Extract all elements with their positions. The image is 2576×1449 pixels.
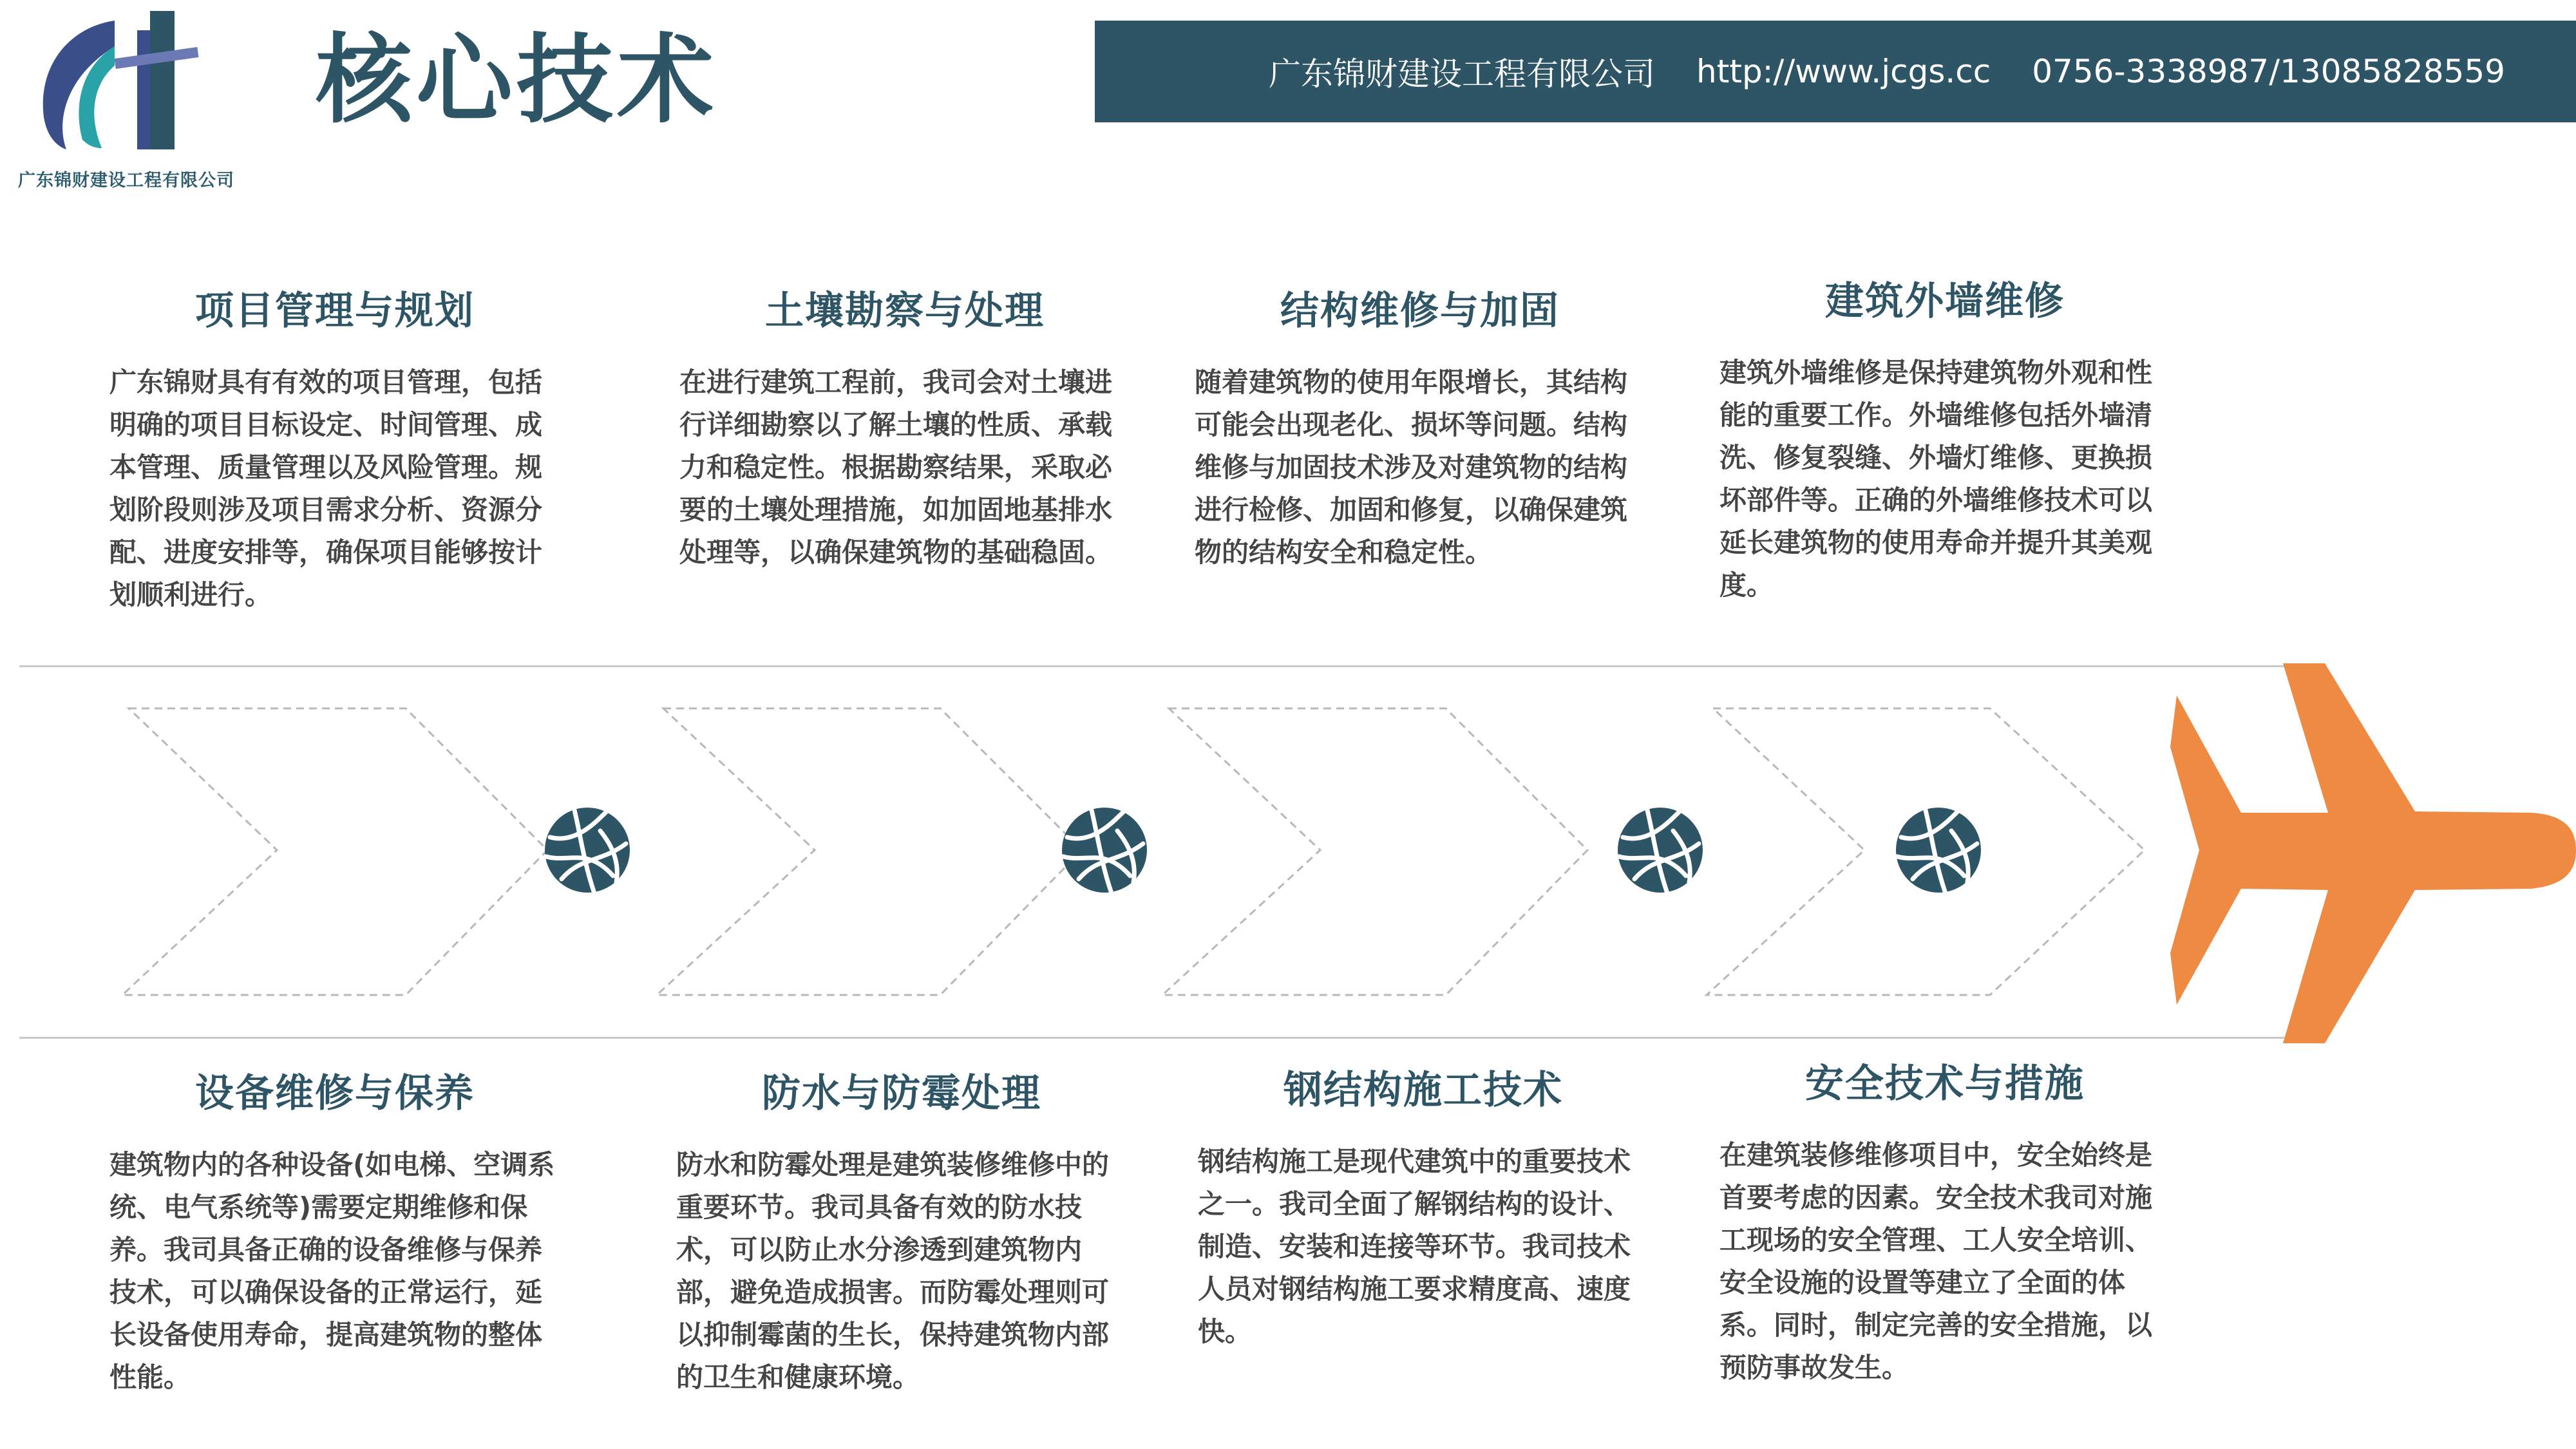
card-title: 土壤勘察与处理 (765, 289, 1045, 334)
card-title: 结构维修与加固 (1280, 289, 1560, 334)
card-structure-repair (1195, 280, 1645, 574)
card-body: 建筑外墙维修是保持建筑物外观和性能的重要工作。外墙维修包括外墙清洗、修复裂缝、外墙灯维修、更换损坏部件等。正确的外墙维修技术可以延长建筑物的使用寿命并提升其美观度。 (1719, 357, 2153, 601)
card-body: 防水和防霉处理是建筑装修维修中的重要环节。我司具备有效的防水技术，可以防止水分渗透到建筑物内部，避免造成损害。而防霉处理则可以抑制霉菌的生长，保持建筑物内部的卫生和健康环境。 (676, 1149, 1110, 1393)
card-title: 防水与防霉处理 (762, 1071, 1041, 1116)
card-exterior-wall (1719, 270, 2170, 607)
process-arrow-row (0, 670, 2190, 1018)
globe-icon (1618, 808, 1703, 893)
card-title: 设备维修与保养 (195, 1071, 475, 1116)
card-project-management (109, 280, 560, 616)
card-title: 建筑外墙维修 (1825, 279, 2065, 324)
header-contact-bar (1095, 21, 2576, 122)
card-body: 在进行建筑工程前，我司会对土壤进行详细勘察以了解土壤的性质、承载力和稳定性。根据勘察结果，采取必要的土壤处理措施，如加固地基排水处理等，以确保建筑物的基础稳固。 (679, 366, 1113, 568)
website-link[interactable]: http://www.jcgs.cc (1696, 53, 1991, 90)
company-name: 广东锦财建设工程有限公司 (1269, 55, 1656, 93)
card-body: 随着建筑物的使用年限增长，其结构可能会出现老化、损坏等问题。结构维修与加固技术涉及对建筑物的结构进行检修、加固和修复，以确保建筑物的结构安全和稳定性。 (1195, 366, 1628, 568)
logo-icon (18, 8, 211, 162)
card-steel-structure (1198, 1059, 1649, 1353)
card-body: 在建筑装修维修项目中，安全始终是首要考虑的因素。安全技术我司对施工现场的安全管理、工人安全培训、安全设施的设置等建立了全面的体系。同时，制定完善的安全措施，以预防事故发生。 (1719, 1139, 2153, 1383)
card-title: 钢结构施工技术 (1283, 1068, 1563, 1113)
page-title: 核心技术 (316, 24, 718, 137)
chevron-arrow (122, 708, 547, 995)
card-body: 建筑物内的各种设备(如电梯、空调系统、电气系统等)需要定期维修和保养。我司具备正确的设备维修与保养技术，可以确保设备的正常运行，延长设备使用寿命，提高建筑物的整体性能。 (109, 1149, 555, 1393)
globe-icon (545, 808, 630, 893)
logo-text: 广东锦财建设工程有限公司 (18, 171, 234, 191)
globe-icon (1062, 808, 1147, 893)
globe-icon (1896, 808, 1981, 893)
chevron-arrow (1162, 708, 1587, 995)
card-waterproofing (676, 1063, 1127, 1399)
top-divider (19, 665, 2286, 667)
bottom-divider (19, 1037, 2286, 1039)
card-equipment-maintenance (109, 1063, 560, 1399)
card-title: 项目管理与规划 (195, 289, 475, 334)
card-title: 安全技术与措施 (1805, 1061, 2085, 1106)
card-soil-survey (679, 280, 1130, 574)
card-body: 广东锦财具有有效的项目管理，包括明确的项目目标设定、时间管理、成本管理、质量管理以及风险管理。规划阶段则涉及项目需求分析、资源分配、进度安排等，确保项目能够按计划顺利进行。 (109, 366, 543, 611)
card-body: 钢结构施工是现代建筑中的重要技术之一。我司全面了解钢结构的设计、制造、安装和连接等环节。我司技术人员对钢结构施工要求精度高、速度快。 (1198, 1146, 1631, 1347)
airplane-icon (2170, 663, 2576, 1043)
chevron-arrow (657, 708, 1082, 995)
phone-number: 0756-3338987/13085828559 (2032, 53, 2505, 90)
card-safety (1719, 1053, 2170, 1389)
company-logo (18, 8, 243, 194)
